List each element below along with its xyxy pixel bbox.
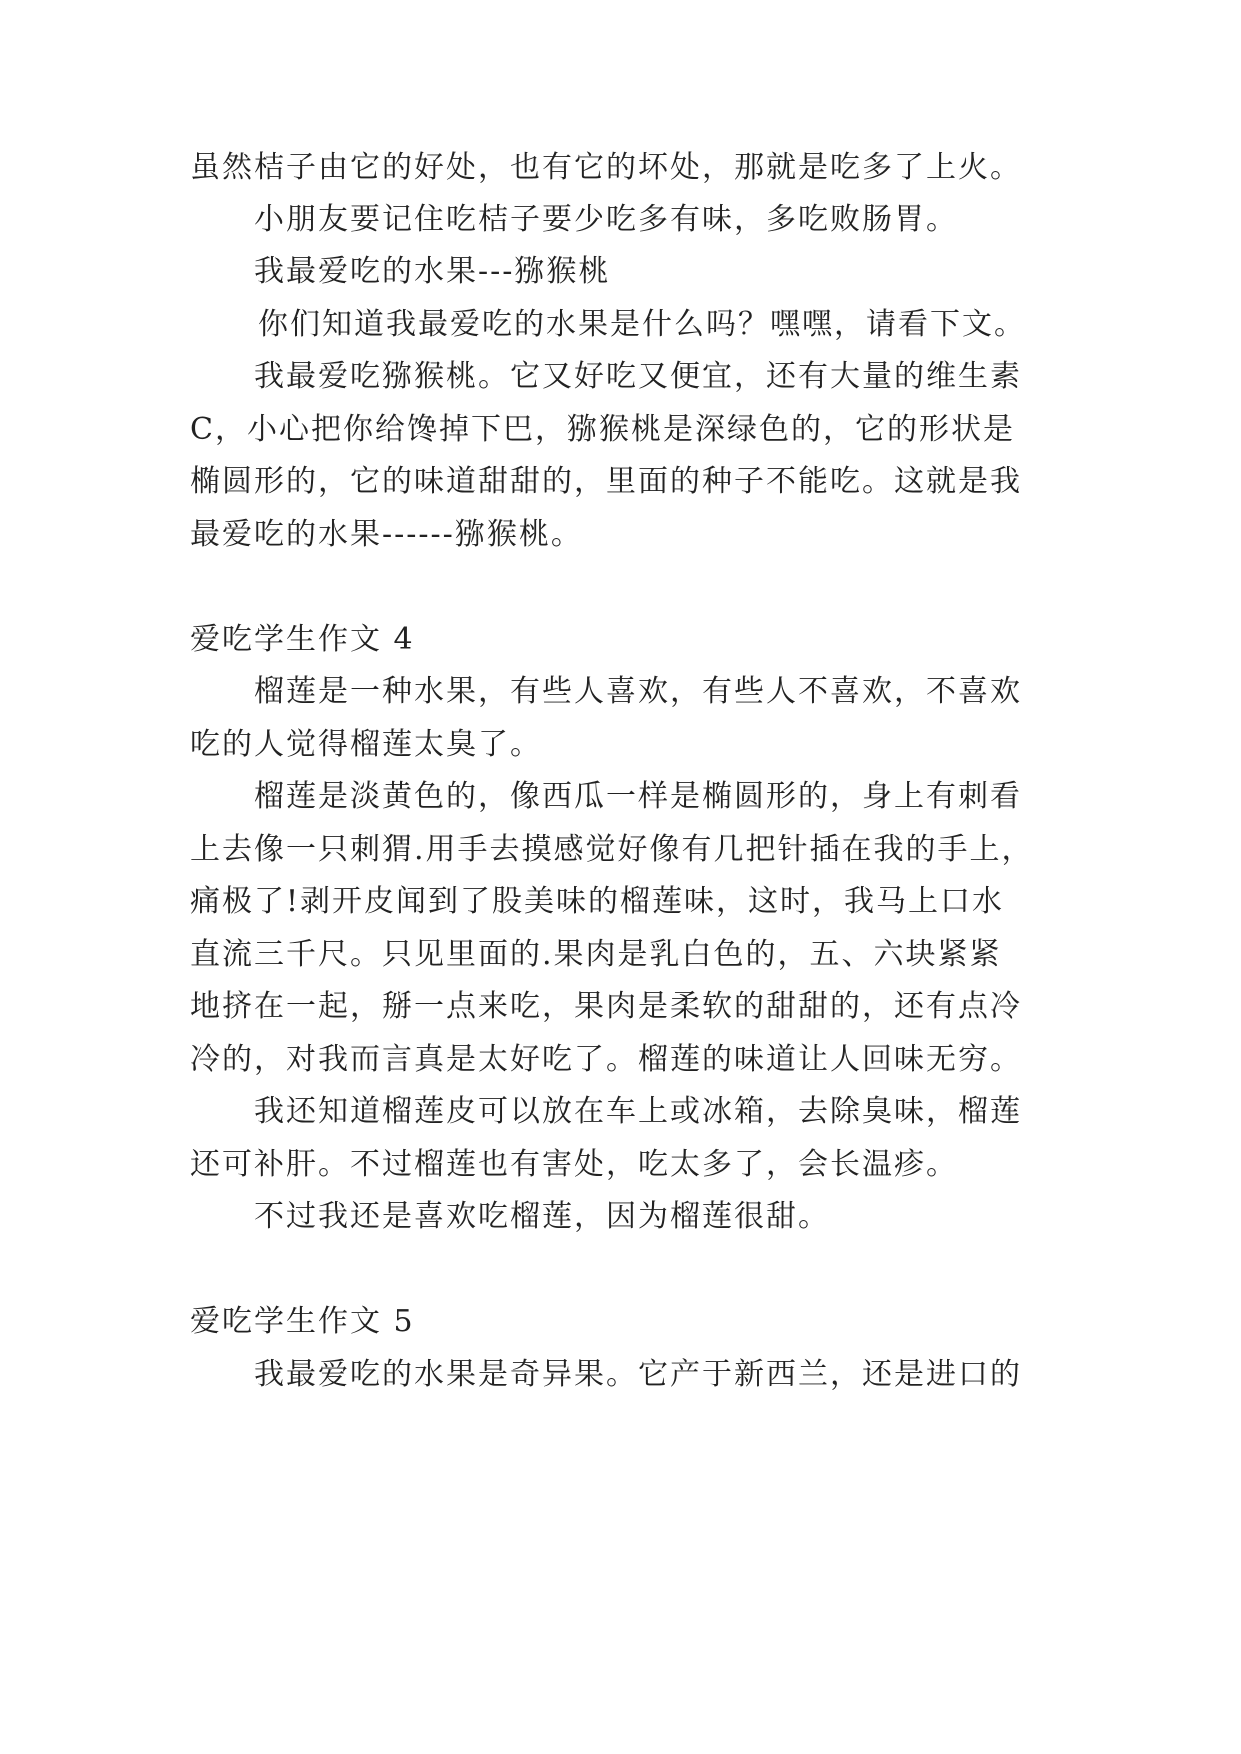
paragraph-line: 我最爱吃的水果---猕猴桃	[254, 254, 611, 289]
paragraph-line: 地挤在一起，掰一点来吃，果肉是柔软的甜甜的，还有点冷	[190, 989, 1022, 1024]
paragraph-line: 我最爱吃猕猴桃。它又好吃又便宜，还有大量的维生素	[254, 359, 1022, 394]
paragraph-line: C，小心把你给馋掉下巴，猕猴桃是深绿色的，它的形状是	[190, 412, 1015, 447]
paragraph-line: 还可补肝。不过榴莲也有害处，吃太多了，会长温疹。	[190, 1147, 958, 1182]
paragraph-line: 上去像一只刺猬.用手去摸感觉好像有几把针插在我的手上，	[190, 832, 1034, 867]
paragraph-line: 椭圆形的，它的味道甜甜的，里面的种子不能吃。这就是我	[190, 464, 1022, 499]
paragraph-line: 小朋友要记住吃桔子要少吃多有味，多吃败肠胃。	[254, 202, 958, 237]
paragraph-line: 痛极了!剥开皮闻到了股美味的榴莲味，这时，我马上口水	[190, 884, 1005, 919]
paragraph-line: 不过我还是喜欢吃榴莲，因为榴莲很甜。	[254, 1199, 830, 1234]
paragraph-line: 我还知道榴莲皮可以放在车上或冰箱，去除臭味，榴莲	[254, 1094, 1022, 1129]
paragraph-line: 直流三千尺。只见里面的.果肉是乳白色的，五、六块紧紧	[190, 937, 1002, 972]
paragraph-line: 冷的，对我而言真是太好吃了。榴莲的味道让人回味无穷。	[190, 1042, 1022, 1077]
paragraph-line: 你们知道我最爱吃的水果是什么吗？嘿嘿，请看下文。	[258, 307, 1026, 342]
paragraph-line: 最爱吃的水果------猕猴桃。	[190, 517, 583, 552]
paragraph-line: 吃的人觉得榴莲太臭了。	[190, 727, 542, 762]
paragraph-line: 我最爱吃的水果是奇异果。它产于新西兰，还是进口的	[254, 1357, 1022, 1392]
paragraph-line: 榴莲是淡黄色的，像西瓜一样是椭圆形的，身上有刺看	[254, 779, 1022, 814]
paragraph-line: 虽然桔子由它的好处，也有它的坏处，那就是吃多了上火。	[190, 150, 1022, 185]
section-heading: 爱吃学生作文 4	[190, 622, 415, 657]
paragraph-line: 榴莲是一种水果，有些人喜欢，有些人不喜欢，不喜欢	[254, 674, 1022, 709]
section-heading: 爱吃学生作文 5	[190, 1304, 415, 1339]
